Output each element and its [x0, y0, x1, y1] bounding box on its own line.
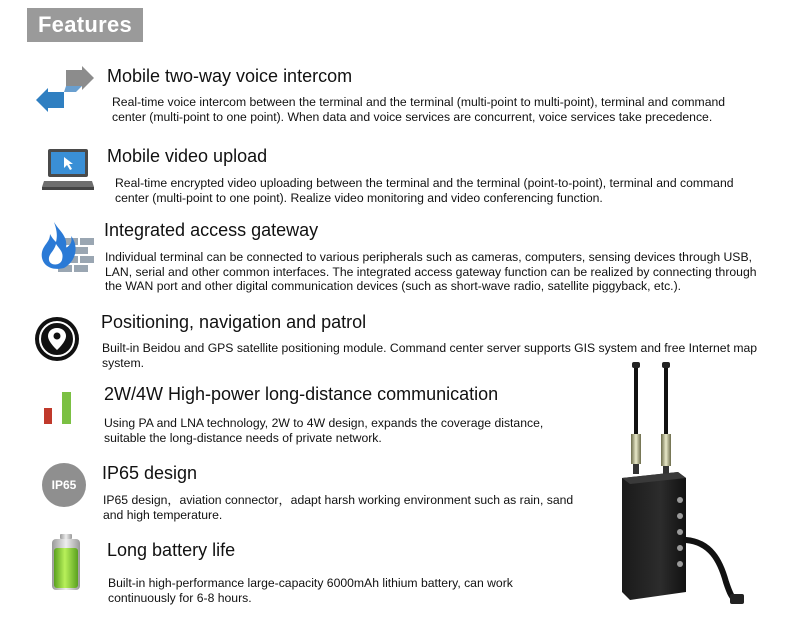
feature-title: Positioning, navigation and patrol [101, 312, 367, 332]
ip65-badge-icon: IP65 [42, 463, 86, 507]
feature-description: Real-time encrypted video uploading between the terminal and the terminal (point-to-point), terminal and command center (multi-point to one point). Realize video monitoring and video conferencing function. [115, 176, 734, 205]
feature-title: Mobile two-way voice intercom [107, 66, 353, 86]
features-badge: Features [27, 8, 143, 42]
radio-device-image [600, 360, 770, 610]
location-pin-icon [34, 316, 80, 362]
feature-title: Long battery life [107, 540, 236, 560]
laptop-icon [42, 145, 94, 195]
feature-title: 2W/4W High-power long-distance communication [104, 384, 499, 404]
feature-title: IP65 design [102, 463, 198, 483]
feature-description: Using PA and LNA technology, 2W to 4W design, expands the coverage distance, suitable the long-distance needs of private network. [104, 416, 544, 445]
feature-description: Built-in high-performance large-capacity 6000mAh lithium battery, can work continuously for 6-8 hours. [108, 576, 513, 605]
feature-description: Individual terminal can be connected to various peripherals such as cameras, computers, sensing devices through USB, LAN, serial and other common interfaces. The integrated access gateway function can be realized by connecting through the WAN port and other digital communication devices (such as short-wave radio, satellite piggyback, etc.). [105, 250, 757, 293]
battery-icon [50, 534, 82, 592]
feature-description: IP65 design，aviation connector，adapt harsh working environment such as rain, sand and high temperature. [103, 493, 574, 522]
feature-title: Mobile video upload [107, 146, 268, 166]
feature-title: Integrated access gateway [104, 220, 319, 240]
feature-description: Real-time voice intercom between the terminal and the terminal (multi-point to multi-point), terminal and command center (multi-point to one point). When data and voice services are concurrent, voice services take precedence. [112, 95, 726, 124]
signal-bars-icon [44, 390, 74, 426]
feature-description: Built-in Beidou and GPS satellite positioning module. Command center server supports GIS system and free Internet map system. [102, 341, 758, 370]
firewall-icon [38, 220, 94, 272]
two-way-arrows-icon [36, 66, 94, 116]
